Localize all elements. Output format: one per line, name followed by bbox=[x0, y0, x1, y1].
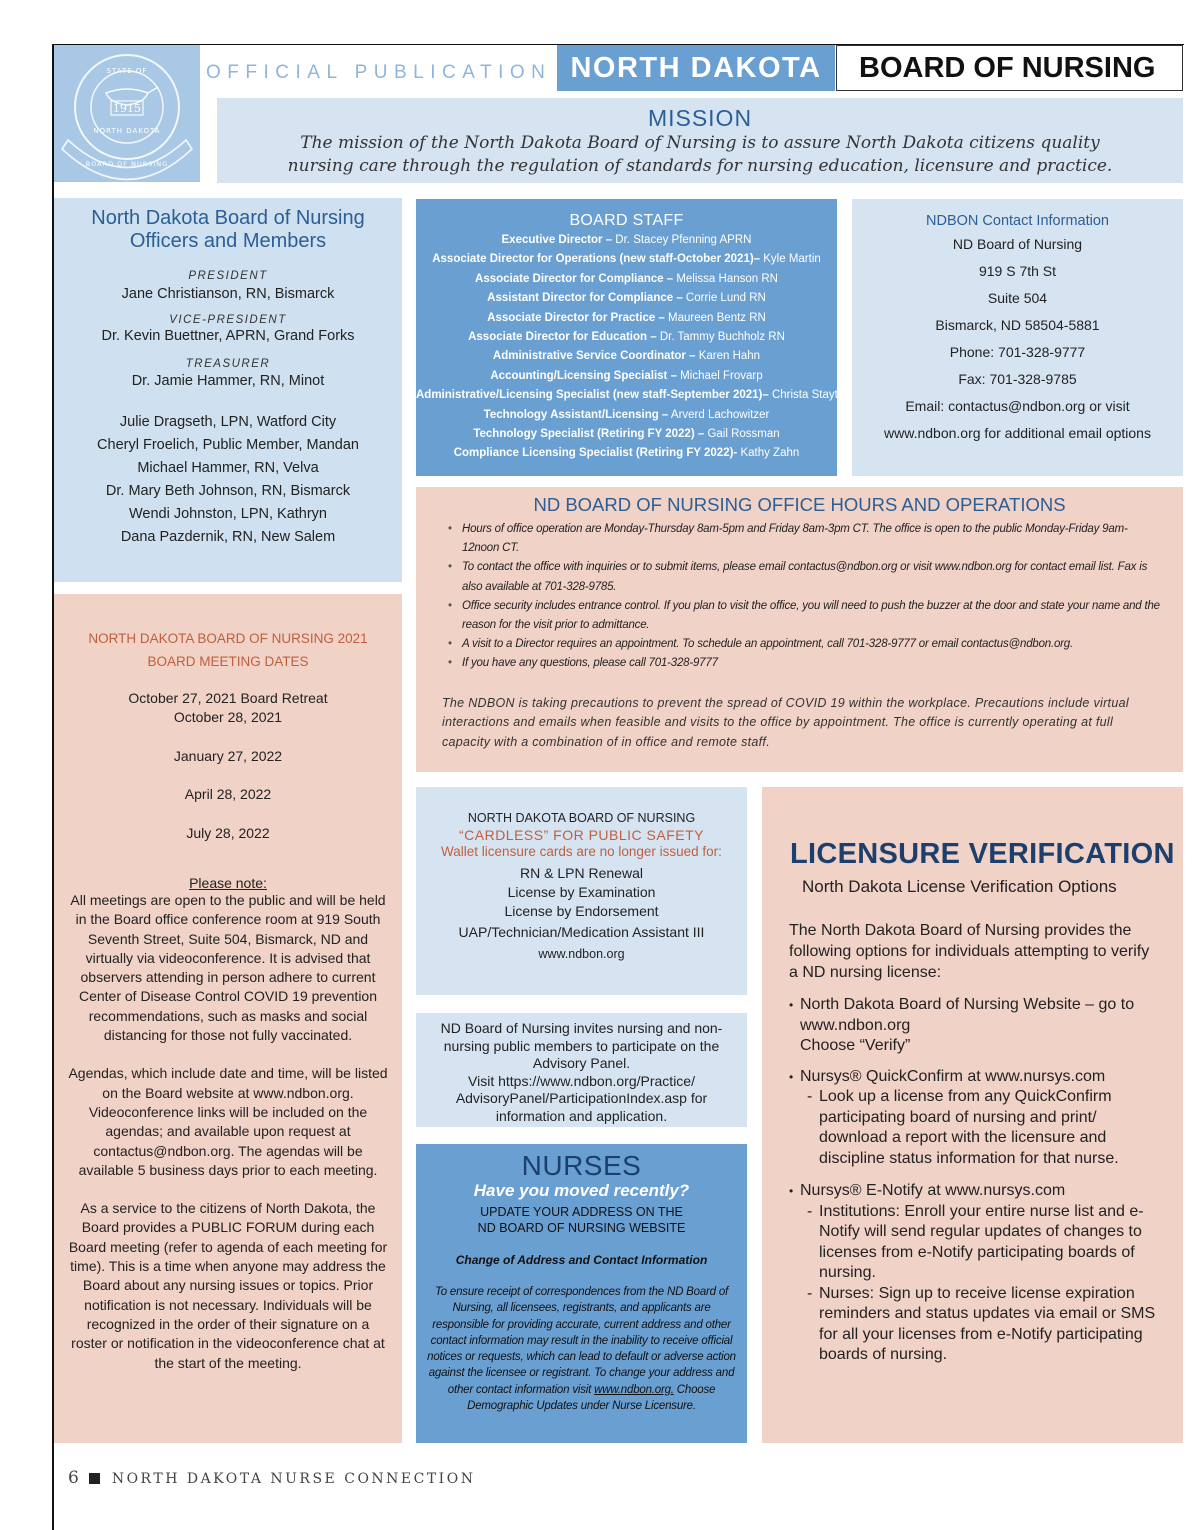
masthead-state: NORTH DAKOTA bbox=[557, 45, 835, 91]
treasurer-role: TREASURER bbox=[185, 358, 271, 370]
cardless-item: UAP/Technician/Medication Assistant III bbox=[458, 924, 705, 940]
mission-box bbox=[217, 98, 1183, 183]
advisory-invite: ND Board of Nursing invites nursing and non-nursing public members to participate on the Advisory Panel. bbox=[440, 1020, 723, 1071]
contact-phone: Phone: 701-328-9777 bbox=[949, 344, 1086, 360]
meeting-date: July 28, 2022 bbox=[186, 825, 270, 841]
officers-box bbox=[54, 198, 402, 582]
vp-role: VICE-PRESIDENT bbox=[169, 314, 287, 326]
svg-text:STATE OF: STATE OF bbox=[106, 67, 148, 75]
nurses-fine-print bbox=[426, 1284, 737, 1414]
meeting-dates-heading bbox=[54, 627, 402, 673]
institutions-text: Enroll your entire nurse list and e-Notify will send regular updates of changes to licenses from e-Notify participating boards of nursing. bbox=[819, 1202, 1144, 1281]
staff-name: Maureen Bentz RN bbox=[664, 311, 766, 324]
institutions-label: Institutions: bbox=[819, 1202, 900, 1220]
option-detail-institutions bbox=[800, 1202, 1159, 1284]
staff-row bbox=[416, 444, 837, 463]
staff-role: Assistant Director for Compliance – bbox=[487, 292, 683, 305]
official-publication-label: OFFICIAL PUBLICATION bbox=[206, 62, 552, 83]
nurses-moved: Have you moved recently? bbox=[473, 1181, 690, 1200]
cardless-box bbox=[416, 787, 747, 995]
staff-name: Michael Frovarp bbox=[676, 369, 763, 382]
staff-row bbox=[416, 231, 837, 250]
staff-row bbox=[416, 347, 837, 366]
public-forum-paragraph: As a service to the citizens of North Dakota, the Board provides a PUBLIC FORUM during each Board meeting (refer to agenda of each meeting for time). This is a time when anyone may address the Board about any nursing issues or topics. Prior notification is not necessary. Individuals will be recognized in the order of their signature on a roster or notification in the videoconference chat at the start of the meeting. bbox=[68, 1200, 388, 1371]
note-label: Please note: bbox=[189, 875, 267, 891]
meeting-heading-line1: NORTH DAKOTA BOARD OF NURSING 2021 bbox=[88, 631, 368, 646]
member-item: Cheryl Froelich, Public Member, Mandan bbox=[97, 437, 359, 453]
contact-line: ND Board of Nursing bbox=[952, 236, 1083, 252]
option-text: • Nursys® QuickConfirm at www.nursys.com bbox=[800, 1067, 1106, 1085]
meeting-dates-box bbox=[54, 594, 402, 1443]
officers-title bbox=[54, 207, 402, 253]
advisory-link-text: Visit https://www.ndbon.org/Practice/ AdvisoryPanel/ParticipationIndex.asp for information and application. bbox=[455, 1072, 708, 1124]
meeting-heading-line2: BOARD MEETING DATES bbox=[147, 654, 309, 669]
meeting-dates-list bbox=[54, 689, 402, 843]
meeting-date: October 28, 2021 bbox=[173, 709, 283, 725]
contact-fax: Fax: 701-328-9785 bbox=[958, 371, 1077, 387]
square-bullet-icon bbox=[89, 1473, 100, 1484]
board-staff-title: BOARD STAFF bbox=[569, 212, 684, 229]
staff-name: Dr. Tammy Buchholz RN bbox=[656, 331, 785, 344]
nurses-label: Nurses: bbox=[819, 1284, 875, 1302]
option-detail: - Look up a license from any QuickConfirm participating board of nursing and print/ download a report with the licensure and discipline status information for that nurse. bbox=[800, 1087, 1159, 1169]
office-hours-item: • A visit to a Director requires an appointment. To schedule an appointment, call 701-328-9777 or email contactus@ndbon.org. bbox=[462, 635, 1163, 654]
staff-name: Kyle Martin bbox=[760, 253, 821, 266]
staff-name: Arverd Lachowitzer bbox=[668, 408, 770, 421]
staff-role: Associate Director for Education – bbox=[468, 331, 657, 344]
publication-name: NORTH DAKOTA NURSE CONNECTION bbox=[111, 1471, 476, 1487]
nurses-update bbox=[416, 1204, 747, 1236]
staff-row bbox=[416, 309, 837, 328]
contact-box bbox=[852, 199, 1183, 476]
staff-list bbox=[416, 231, 851, 464]
board-staff-box bbox=[416, 199, 851, 476]
cardless-org: NORTH DAKOTA BOARD OF NURSING bbox=[467, 811, 696, 825]
office-hours-box bbox=[416, 487, 1183, 772]
contact-line: 919 S 7th St bbox=[978, 263, 1057, 279]
agendas-paragraph: Agendas, which include date and time, will be listed on the Board website at www.ndbon.org. Videoconference links will be included on the agendas; and available upon request at contactus@ndbon.org. The agendas will be available 5 business days prior to each meeting. bbox=[68, 1065, 388, 1178]
licensure-option-website bbox=[789, 995, 1159, 1057]
staff-row bbox=[416, 250, 837, 269]
meetings-paragraph: All meetings are open to the public and will be held in the Board office conference room at 919 South Seventh Street, Suite 504, Bismarck, ND and virtually via videoconference. It is advised that observers attending in person adhere to current Center of Disease Control COVID 19 prevention recommendations, such as masks and social distancing for those not fully vaccinated. bbox=[70, 892, 386, 1044]
page-number: 6 bbox=[68, 1468, 79, 1488]
licensure-subtitle: North Dakota License Verification Options bbox=[802, 877, 1117, 896]
staff-row bbox=[416, 328, 837, 347]
member-item: Julie Dragseth, LPN, Watford City bbox=[119, 414, 337, 430]
staff-role: Technology Specialist (Retiring FY 2022) – bbox=[473, 428, 705, 441]
nurses-fine-end: Choose Demographic Updates under Nurse Licensure. bbox=[467, 1383, 716, 1413]
office-hours-item: • To contact the office with inquiries or to submit items, please email contactus@ndbon.org or visit www.ndbon.org for contact email list. Fax is also available at 701-328-9785. bbox=[462, 558, 1163, 596]
ndbon-link[interactable]: www.ndbon.org. bbox=[594, 1383, 674, 1396]
mission-title: MISSION bbox=[647, 105, 753, 131]
nurses-update-line1: UPDATE YOUR ADDRESS ON THE bbox=[480, 1205, 683, 1219]
staff-name: Kathy Zahn bbox=[737, 447, 800, 460]
cardless-item: License by Endorsement bbox=[504, 903, 659, 919]
licensure-title: LICENSURE VERIFICATION bbox=[790, 838, 1175, 870]
cardless-heading: “CARDLESS” FOR PUBLIC SAFETY bbox=[458, 827, 705, 843]
staff-role: Technology Assistant/Licensing – bbox=[483, 408, 669, 421]
page-footer bbox=[68, 1468, 475, 1488]
board-seal bbox=[54, 45, 200, 182]
covid-notice: The NDBON is taking precautions to prevent the spread of COVID 19 within the workplace. Precautions include virtual interactions and emails when feasible and visits to the office by appointment. The office is currently operating at full capacity with a combination of in office and remote staff. bbox=[442, 695, 1129, 749]
cardless-item: RN & LPN Renewal bbox=[520, 865, 643, 881]
staff-row bbox=[416, 386, 851, 405]
office-hours-title: ND BOARD OF NURSING OFFICE HOURS AND OPERATIONS bbox=[533, 494, 1066, 515]
contact-line: Suite 504 bbox=[987, 290, 1048, 306]
staff-name: Christa Stayton bbox=[768, 389, 851, 402]
mission-text: The mission of the North Dakota Board of Nursing is to assure North Dakota citizens quality nursing care through the regulation of standards for nursing education, licensure and practice. bbox=[287, 133, 1113, 176]
staff-role: Administrative Service Coordinator – bbox=[492, 350, 696, 363]
officers-title-line2: Officers and Members bbox=[129, 230, 327, 252]
option-text: • North Dakota Board of Nursing Website – go to bbox=[800, 996, 1135, 1013]
staff-name: Melissa Hanson RN bbox=[673, 272, 778, 285]
staff-role: Associate Director for Practice – bbox=[487, 311, 665, 324]
meeting-date: April 28, 2022 bbox=[184, 786, 272, 802]
staff-role: Associate Director for Operations (new staff-October 2021)– bbox=[432, 253, 761, 266]
option-text: Choose “Verify” bbox=[800, 1037, 911, 1054]
cardless-item: License by Examination bbox=[507, 884, 656, 900]
member-item: Wendi Johnston, LPN, Kathryn bbox=[128, 506, 327, 522]
staff-role: Compliance Licensing Specialist (Retiring FY 2022)- bbox=[453, 447, 738, 460]
licensure-box bbox=[762, 787, 1183, 1443]
contact-email: Email: contactus@ndbon.org or visit bbox=[905, 398, 1130, 414]
staff-row bbox=[416, 289, 837, 308]
officers-title-line1: North Dakota Board of Nursing bbox=[91, 207, 365, 229]
nurses-change-heading: Change of Address and Contact Information bbox=[455, 1253, 708, 1267]
office-hours-item: • Office security includes entrance control. If you plan to visit the office, you will need to push the buzzer at the door and state your name and the reason for the visit prior to admittance. bbox=[462, 597, 1163, 635]
licensure-option-enotify bbox=[789, 1181, 1159, 1366]
staff-role: Accounting/Licensing Specialist – bbox=[490, 369, 677, 382]
nurses-box bbox=[416, 1144, 747, 1443]
president-name: Jane Christianson, RN, Bismarck bbox=[121, 286, 335, 302]
contact-website: www.ndbon.org for additional email options bbox=[884, 425, 1151, 441]
option-text: www.ndbon.org bbox=[800, 1016, 911, 1034]
vp-name: Dr. Kevin Buettner, APRN, Grand Forks bbox=[101, 328, 355, 344]
cardless-subheading: Wallet licensure cards are no longer issued for: bbox=[441, 844, 722, 859]
svg-text:BOARD OF NURSING: BOARD OF NURSING bbox=[85, 160, 169, 168]
office-hours-item: • If you have any questions, please call 701-328-9777 bbox=[462, 654, 1163, 673]
licensure-intro: The North Dakota Board of Nursing provides the following options for individuals attempting to verify a ND nursing license: bbox=[789, 922, 1150, 981]
contact-lines bbox=[852, 231, 1183, 447]
staff-row bbox=[416, 406, 837, 425]
staff-name: Dr. Stacey Pfenning APRN bbox=[612, 234, 752, 246]
staff-row bbox=[416, 425, 837, 444]
office-hours-list bbox=[462, 520, 1163, 674]
member-item: Michael Hammer, RN, Velva bbox=[137, 460, 319, 476]
cardless-items bbox=[416, 864, 747, 942]
svg-text:1915: 1915 bbox=[113, 102, 141, 115]
staff-row bbox=[416, 270, 837, 289]
office-hours-item: • Hours of office operation are Monday-Thursday 8am-5pm and Friday 8am-3pm CT. The office is open to the public Monday-Friday 9am-12noon CT. bbox=[462, 520, 1163, 558]
option-text: • Nursys® E-Notify at www.nursys.com bbox=[800, 1182, 1066, 1199]
svg-text:NORTH DAKOTA: NORTH DAKOTA bbox=[93, 127, 161, 135]
treasurer-name: Dr. Jamie Hammer, RN, Minot bbox=[131, 373, 325, 389]
staff-role: Executive Director – bbox=[501, 234, 613, 246]
masthead-board: BOARD OF NURSING bbox=[836, 45, 1183, 91]
staff-row bbox=[416, 367, 837, 386]
nurses-text: Sign up to receive license expiration reminders and status updates via email or SMS for all your licenses from e-Notify participating boards of nursing. bbox=[819, 1284, 1156, 1363]
members-list bbox=[54, 411, 402, 549]
contact-line: Bismarck, ND 58504-5881 bbox=[935, 317, 1100, 333]
member-item: Dana Pazdernik, RN, New Salem bbox=[120, 529, 336, 545]
contact-title: NDBON Contact Information bbox=[926, 213, 1109, 229]
seal-icon bbox=[54, 45, 200, 182]
cardless-url: www.ndbon.org bbox=[538, 947, 625, 961]
staff-name: Gail Rossman bbox=[704, 428, 780, 441]
nurses-fine-text: To ensure receipt of correspondences from the ND Board of Nursing, all licensees, registrants, and applicants are responsible for providing accurate, current address and other contact information may result in the inability to receive official notices or requests, which can lead to default or adverse action against the licensee or registrant. To change your address and other contact information visit bbox=[427, 1286, 736, 1396]
advisory-panel-box bbox=[416, 1013, 747, 1127]
member-item: Dr. Mary Beth Johnson, RN, Bismarck bbox=[105, 483, 351, 499]
option-detail-nurses bbox=[800, 1284, 1159, 1366]
staff-role: Associate Director for Compliance – bbox=[475, 272, 674, 285]
staff-name: Karen Hahn bbox=[695, 350, 761, 363]
nurses-title: NURSES bbox=[521, 1150, 642, 1181]
meeting-date: October 27, 2021 Board Retreat bbox=[128, 690, 328, 706]
nurses-update-line2: ND BOARD OF NURSING WEBSITE bbox=[477, 1221, 686, 1235]
licensure-option-quickconfirm bbox=[789, 1067, 1159, 1170]
meeting-date: January 27, 2022 bbox=[173, 748, 283, 764]
staff-name: Corrie Lund RN bbox=[682, 292, 766, 305]
president-role: PRESIDENT bbox=[188, 270, 268, 282]
staff-role: Administrative/Licensing Specialist (new staff-September 2021)– bbox=[416, 389, 769, 402]
